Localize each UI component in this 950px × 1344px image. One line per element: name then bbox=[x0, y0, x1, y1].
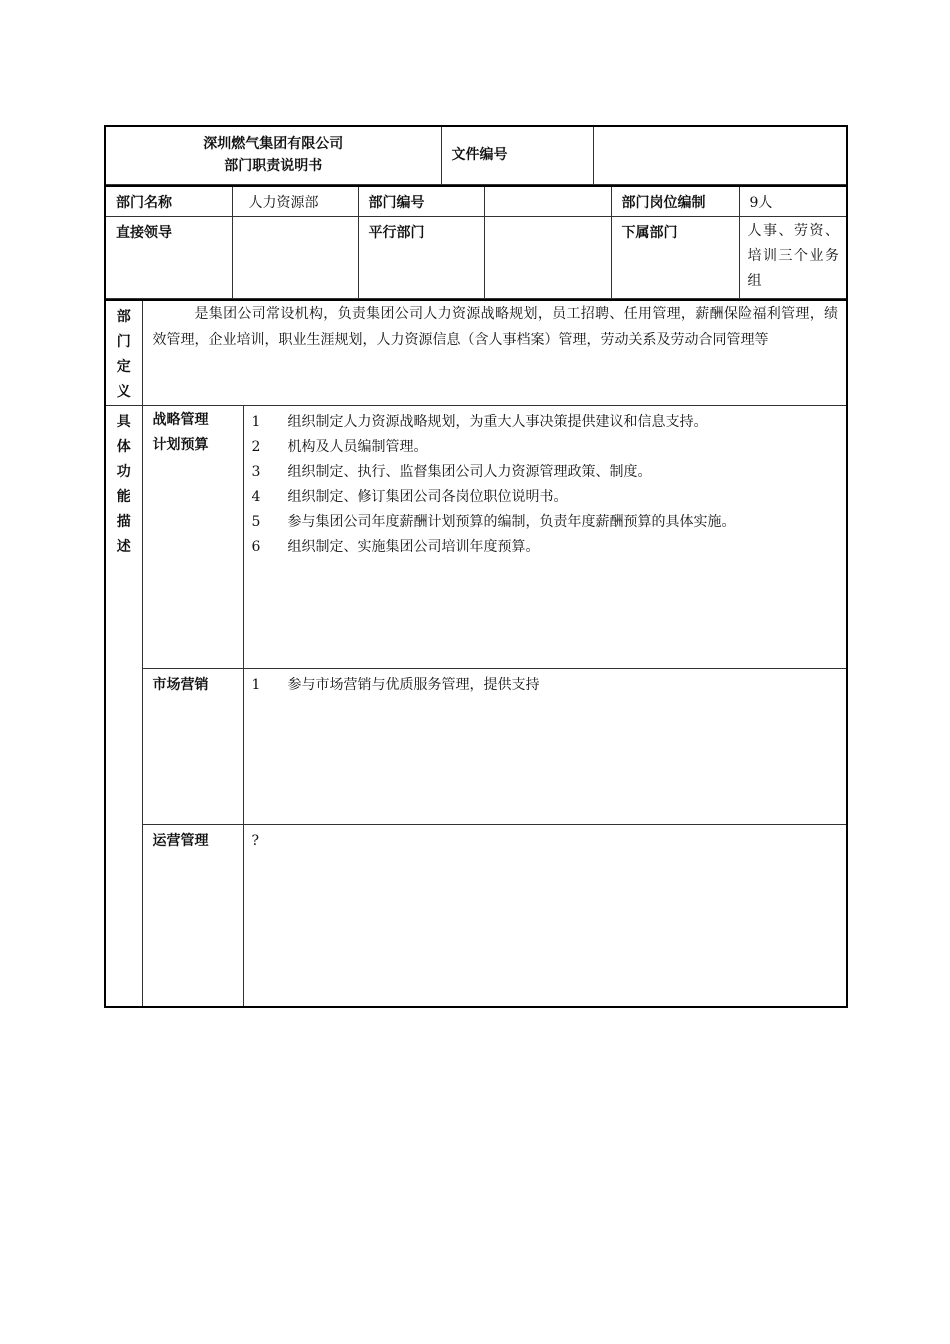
title-cell bbox=[105, 126, 441, 184]
functions-label: 具 体 功 能 描 述 bbox=[105, 406, 142, 1007]
dept-name-label: 部门名称 bbox=[105, 186, 232, 217]
parallel-dept-value bbox=[484, 216, 611, 298]
section-marketing-label: 市场营销 bbox=[142, 669, 243, 825]
list-item: 1 组织制定人力资源战略规划，为重大人事决策提供建议和信息支持。 bbox=[251, 414, 708, 430]
headcount-value: 9人 bbox=[739, 186, 847, 217]
list-item: 3 组织制定、执行、监督集团公司人力资源管理政策、制度。 bbox=[251, 464, 652, 480]
subordinate-dept-label: 下属部门 bbox=[611, 216, 739, 298]
dept-code-value bbox=[484, 186, 611, 217]
job-description-sheet bbox=[104, 125, 846, 1008]
headcount-label: 部门岗位编制 bbox=[611, 186, 739, 217]
section-operations-label: 运营管理 bbox=[142, 825, 243, 1007]
section-strategy-label: 战略管理 计划预算 bbox=[142, 406, 243, 669]
file-number-label: 文件编号 bbox=[441, 126, 593, 184]
section-marketing-items bbox=[243, 669, 847, 825]
file-number-value bbox=[593, 126, 847, 184]
document-title: 部门职责说明书 bbox=[224, 158, 323, 174]
dept-code-label: 部门编号 bbox=[358, 186, 484, 217]
subordinate-dept-value: 人事、劳资、培训三个业务组 bbox=[739, 216, 847, 298]
list-item: ? bbox=[251, 833, 260, 849]
list-item: 1 参与市场营销与优质服务管理，提供支持 bbox=[251, 677, 540, 693]
dept-name-value: 人力资源部 bbox=[232, 186, 358, 217]
definition-text: 是集团公司常设机构，负责集团公司人力资源战略规划，员工招聘、任用管理，薪酬保险福利管理，绩效管理，企业培训，职业生涯规划，人力资源信息（含人事档案）管理，劳动关系及劳动合同管理等 bbox=[142, 300, 847, 406]
list-item: 6 组织制定、实施集团公司培训年度预算。 bbox=[251, 539, 540, 555]
leader-value bbox=[232, 216, 358, 298]
list-item: 5 参与集团公司年度薪酬计划预算的编制，负责年度薪酬预算的具体实施。 bbox=[251, 514, 736, 530]
section-operations-items bbox=[243, 825, 847, 1007]
body-table bbox=[104, 299, 848, 1008]
definition-label: 部 门 定 义 bbox=[105, 300, 142, 406]
list-item: 4 组织制定、修订集团公司各岗位职位说明书。 bbox=[251, 489, 568, 505]
section-strategy-items bbox=[243, 406, 847, 669]
info-table bbox=[104, 185, 848, 299]
company-name: 深圳燃气集团有限公司 bbox=[203, 136, 344, 152]
list-item: 2 机构及人员编制管理。 bbox=[251, 439, 428, 455]
parallel-dept-label: 平行部门 bbox=[358, 216, 484, 298]
header-table bbox=[104, 125, 848, 185]
leader-label: 直接领导 bbox=[105, 216, 232, 298]
